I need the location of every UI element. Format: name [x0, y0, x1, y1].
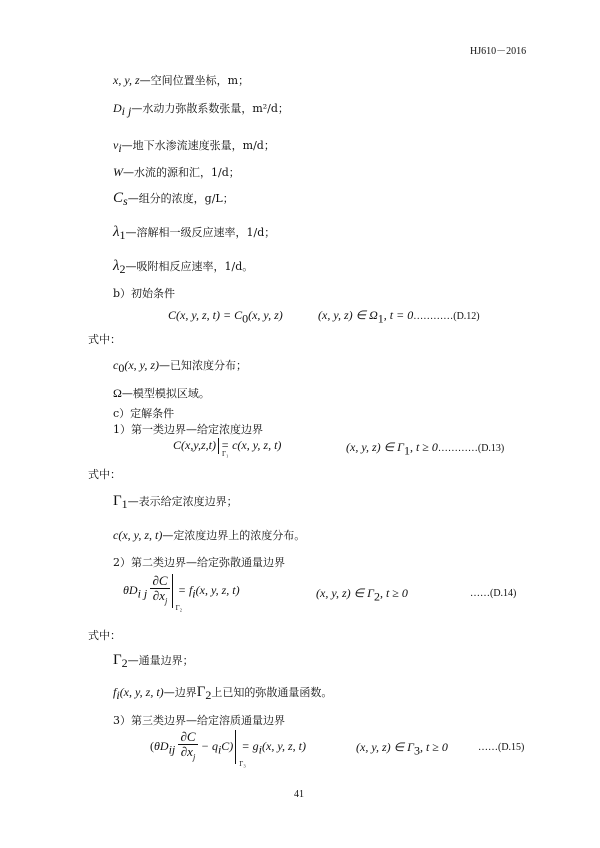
definition-boundary-concentration: c(x, y, z, t)—定浓度边界上的浓度分布。 — [113, 528, 306, 542]
definition-coordinates: x, y, z—空间位置坐标，m； — [113, 73, 250, 87]
bc3-title: 3）第三类边界—给定溶质通量边界 — [113, 714, 285, 727]
definition-dispersion-tensor: $D_{i j}—$水动力弥散系数张量，m²/d； — [113, 101, 289, 119]
definition-concentration: $C_s—$组分的浓度，g/L； — [113, 190, 234, 209]
equation-d13-condition: (x, y, z) ∈ $\Gamma_1$, t ≥ 0…………(D.13) — [346, 440, 505, 458]
definition-source-sink: W—水流的源和汇，1/d； — [113, 165, 240, 179]
equation-d12-condition: (x, y, z) ∈ $\Omega_1$, t = 0…………(D.12) — [318, 308, 480, 326]
where-label-1: 式中： — [88, 333, 121, 346]
definition-seepage-velocity: $v_i—$地下水渗流速度张量，m/d； — [113, 138, 275, 156]
equation-d14-tag: ……(D.14) — [470, 588, 517, 599]
bc2-title: 2）第二类边界—给定弥散通量边界 — [113, 556, 285, 569]
equation-d15-condition: (x, y, z) ∈ $\Gamma_3$, t ≥ 0 — [356, 740, 448, 758]
doc-code-header: HJ610－2016 — [470, 46, 527, 57]
equation-d15: ($\theta D_{ij}$ $\frac{\partial C}{\partial x_j}$ − $q_iC$) Γ₃ = $g_i(x$, y, z, t) — [150, 729, 306, 768]
definition-lambda2: $\lambda_2—$吸附相反应速率，1/d。 — [113, 258, 254, 277]
equation-d13: C(x,y,z,t) Γ₁ = c(x, y, z, t) — [173, 438, 282, 459]
equation-d14-condition: (x, y, z) ∈ $\Gamma_2$, t ≥ 0 — [316, 586, 408, 604]
definition-gamma2: $\Gamma_2—$通量边界； — [113, 652, 194, 671]
equation-d14: $\theta D_{i j}$ $\frac{\partial C}{\partial x_j}$ Γ₂ = $f_i(x$, y, z, t) — [123, 573, 240, 612]
where-label-2: 式中： — [88, 468, 121, 481]
where-label-3: 式中： — [88, 629, 121, 642]
definition-initial-concentration: $c_0(x$, y, z)—已知浓度分布； — [113, 358, 247, 376]
definition-gamma1: $\Gamma_1—$表示给定浓度边界； — [113, 493, 238, 512]
equation-d12: C(x, y, z, $t) = C_0(x$, y, z) — [168, 308, 283, 326]
equation-d15-tag: ……(D.15) — [478, 742, 525, 753]
section-b-title: b）初始条件 — [113, 287, 176, 300]
definition-lambda1: $\lambda_1—$溶解相一级反应速率，1/d； — [113, 224, 276, 243]
page-number: 41 — [294, 789, 304, 800]
section-c-title: c）定解条件 — [113, 407, 175, 420]
bc1-title: 1）第一类边界—给定浓度边界 — [113, 423, 263, 436]
definition-flux-function: $f_i(x$, y, z, t)—边界$\Gamma_2$上已知的弥散通量函数。 — [113, 684, 333, 703]
definition-model-domain: Ω—模型模拟区域。 — [113, 386, 210, 400]
